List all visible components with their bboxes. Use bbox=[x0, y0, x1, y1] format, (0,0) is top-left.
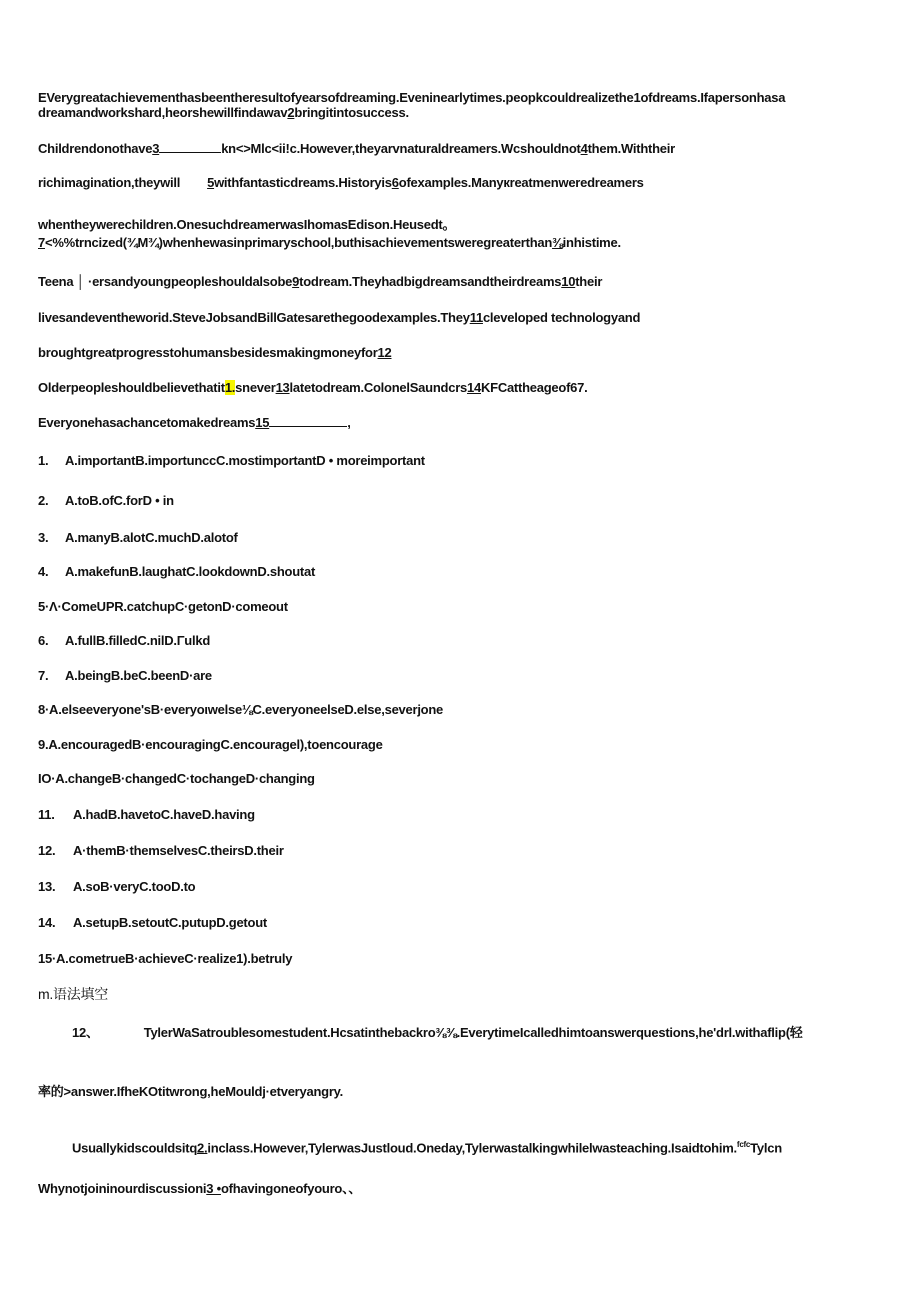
passage-text: <%%trncized(¾M¾)whenhewasinprimaryschool,buthisachievementsweregreaterthan bbox=[44, 235, 553, 250]
passage-line-6 bbox=[38, 235, 621, 251]
option-row bbox=[38, 879, 195, 895]
blank-number: 11 bbox=[469, 310, 483, 325]
passage-text: inhistime. bbox=[562, 235, 621, 250]
passage-text: Olderpeopleshouldbelievethatit bbox=[38, 380, 225, 395]
passage2-line-1 bbox=[72, 1025, 803, 1041]
passage2-line-3 bbox=[72, 1137, 782, 1156]
passage-text: Teena bbox=[38, 274, 74, 289]
option-row bbox=[38, 737, 383, 753]
passage-text: Usuallykidscouldsitq bbox=[72, 1140, 198, 1156]
option-text: A.fullB.filledC.nilD.Γulkd bbox=[65, 633, 211, 648]
passage-text: Tylcn bbox=[750, 1140, 782, 1156]
passage-text: snever bbox=[235, 380, 276, 395]
blank-number bbox=[152, 141, 221, 156]
passage-line-8 bbox=[38, 310, 640, 326]
blank-number: 5 bbox=[207, 175, 215, 190]
option-number: 14. bbox=[38, 915, 56, 930]
passage-text: broughtgreatprogresstohumansbesidesmakingmoneyfor bbox=[38, 345, 378, 360]
passage-line-3 bbox=[38, 140, 675, 157]
passage-line-5 bbox=[38, 217, 455, 233]
blank-number: 2 bbox=[287, 105, 295, 120]
section-title bbox=[38, 986, 108, 1002]
passage-text: Childrendonothave bbox=[38, 141, 153, 156]
blank-number-text: 15 bbox=[255, 415, 270, 430]
option-text: 5·Λ·ComeUPR.catchupC·getonD·comeout bbox=[38, 599, 288, 614]
passage-text: latetodream.ColonelSaundcrs bbox=[289, 380, 468, 395]
option-row bbox=[38, 668, 212, 684]
passage-text: EVerygreatachievementhasbeentheresultofyearsofdreaming.Eveninearlytimes.peopkcouldrealizethe1ofdreams.Ifapersonhasa bbox=[38, 90, 786, 105]
blank-number: 10 bbox=[561, 274, 576, 289]
passage-text: whentheywerechildren.OnesuchdreamerwasIhomasEdison.Heusedt。 bbox=[38, 217, 456, 232]
option-text: A.toB.ofC.forD • in bbox=[65, 493, 174, 508]
option-number: 4. bbox=[38, 564, 49, 579]
vertical-bar: │ bbox=[76, 274, 85, 289]
superscript-marks: fcfc bbox=[736, 1140, 751, 1149]
blank-number: 4 bbox=[580, 141, 588, 156]
passage-text: ofhavingoneofyouro、、 bbox=[220, 1181, 362, 1196]
option-text: A.makefunB.laughatC.lookdownD.shoutat bbox=[65, 564, 316, 579]
section-title-text: m.语法填空 bbox=[38, 986, 109, 1002]
option-text: A.setupB.setoutC.putupD.getout bbox=[73, 915, 267, 930]
passage-text: richimagination,theywill bbox=[38, 175, 181, 190]
question-number: 12、 bbox=[72, 1025, 99, 1040]
passage-text: bringitintosuccess. bbox=[294, 105, 409, 120]
option-row bbox=[38, 915, 267, 931]
passage-text: livesandeventheworid.SteveJobsandBillGatesarethegoodexamples.They bbox=[38, 310, 470, 325]
passage-text: their bbox=[575, 274, 603, 289]
option-row bbox=[38, 530, 238, 546]
option-text: A.importantB.importunccC.mostimportantD • moreimportant bbox=[65, 453, 425, 468]
option-text: 8·A.elseeveryone'sB·everyoιwelse⅛C.everyoneelseD.else,severjone bbox=[38, 702, 444, 717]
passage-text: kn<>Mlc<ii!c.However,theyarvnaturaldreamers.Wcshouldnot bbox=[221, 141, 581, 156]
blank-number: 7 bbox=[38, 235, 45, 250]
blank-number: 2. bbox=[197, 1140, 208, 1156]
blank-number: 9 bbox=[292, 274, 300, 289]
option-text: A.beingB.beC.beenD·are bbox=[65, 668, 212, 683]
passage-text: todream.Theyhadbigdreamsandtheirdreams bbox=[299, 274, 562, 289]
passage-text: inclass.However,TylerwasJustloud.Oneday,Tylerwastalkingwhilelwasteaching.Isaidtohim. bbox=[207, 1140, 737, 1156]
option-number: 7. bbox=[38, 668, 49, 683]
passage-text: them.Withtheir bbox=[587, 141, 675, 156]
passage2-line-4 bbox=[38, 1181, 361, 1197]
blank-number: 3 • bbox=[206, 1181, 221, 1196]
option-row bbox=[38, 702, 443, 718]
option-row bbox=[38, 453, 425, 469]
option-text: IO·A.changeB·changedC·tochangeD·changing bbox=[38, 771, 315, 786]
passage-text: cleveloped technologyand bbox=[482, 310, 641, 325]
option-number: 13. bbox=[38, 879, 56, 894]
option-text: 9.A.encouragedB·encouragingC.encouragel),toencourage bbox=[38, 737, 383, 752]
passage-text: withfantasticdreams.Historyis bbox=[214, 175, 392, 190]
option-row bbox=[38, 951, 292, 967]
option-row bbox=[38, 493, 174, 509]
blank-number: 12 bbox=[377, 345, 392, 360]
passage-text: 率的>answer.IfheKOtitwrong,heMouldj·etveryangry. bbox=[38, 1084, 344, 1099]
option-number: 11. bbox=[38, 807, 55, 822]
passage-text: Whynotjoininourdiscussioni bbox=[38, 1181, 207, 1196]
option-number: 6. bbox=[38, 633, 49, 648]
highlighted-text: 1. bbox=[224, 380, 236, 395]
blank-number: 14 bbox=[467, 380, 481, 395]
passage2-line-2 bbox=[38, 1084, 343, 1100]
blank-number bbox=[255, 415, 347, 430]
option-row bbox=[38, 843, 284, 859]
option-text: A.soB·veryC.tooD.to bbox=[73, 879, 196, 894]
option-number: 12. bbox=[38, 843, 56, 858]
option-text: A.manyB.alotC.muchD.alotof bbox=[65, 530, 238, 545]
passage-line-7 bbox=[38, 274, 602, 290]
option-number: 3. bbox=[38, 530, 49, 545]
option-row bbox=[38, 633, 210, 649]
passage-text: dreamandworkshard,heorshewillfindawav bbox=[38, 105, 288, 120]
passage-text: ·ersandyoungpeopleshouldalsobe bbox=[87, 274, 293, 289]
passage-line-10 bbox=[38, 380, 588, 396]
blank-number: ⅜ bbox=[552, 235, 563, 250]
option-row bbox=[38, 807, 255, 823]
passage-text: ofexamples.Manyкreatmenweredreamers bbox=[398, 175, 644, 190]
blank-number: 13 bbox=[275, 380, 290, 395]
passage-line-1 bbox=[38, 90, 785, 106]
option-row bbox=[38, 599, 288, 615]
option-text: 15·A.cometrueB·achieveC·realize1).betruly bbox=[38, 951, 293, 966]
passage-text: Everyonehasachancetomakedreams bbox=[38, 415, 256, 430]
passage-text: TylerWaSatroublesomestudent.Hcsatinthebackro⅜⅜.EverytimeIcalledhimtoanswerquestions,he'drl.withaflip(轻 bbox=[143, 1025, 803, 1040]
blank-number: 6 bbox=[391, 175, 399, 190]
passage-line-9 bbox=[38, 345, 392, 361]
option-number: 2. bbox=[38, 493, 49, 508]
passage-line-11 bbox=[38, 414, 351, 431]
option-row bbox=[38, 564, 315, 580]
answer-blank[interactable] bbox=[159, 140, 221, 153]
blank-number-text: 3 bbox=[152, 141, 160, 156]
option-text: A·themB·themselvesC.theirsD.their bbox=[73, 843, 284, 858]
passage-line-2 bbox=[38, 105, 409, 121]
option-text: A.hadB.havetoC.haveD.having bbox=[73, 807, 255, 822]
answer-blank[interactable] bbox=[269, 414, 347, 427]
option-row bbox=[38, 771, 315, 787]
passage-text: , bbox=[347, 415, 351, 430]
passage-text: KFCattheageof67. bbox=[480, 380, 588, 395]
option-number: 1. bbox=[38, 453, 49, 468]
passage-line-4 bbox=[38, 175, 644, 191]
